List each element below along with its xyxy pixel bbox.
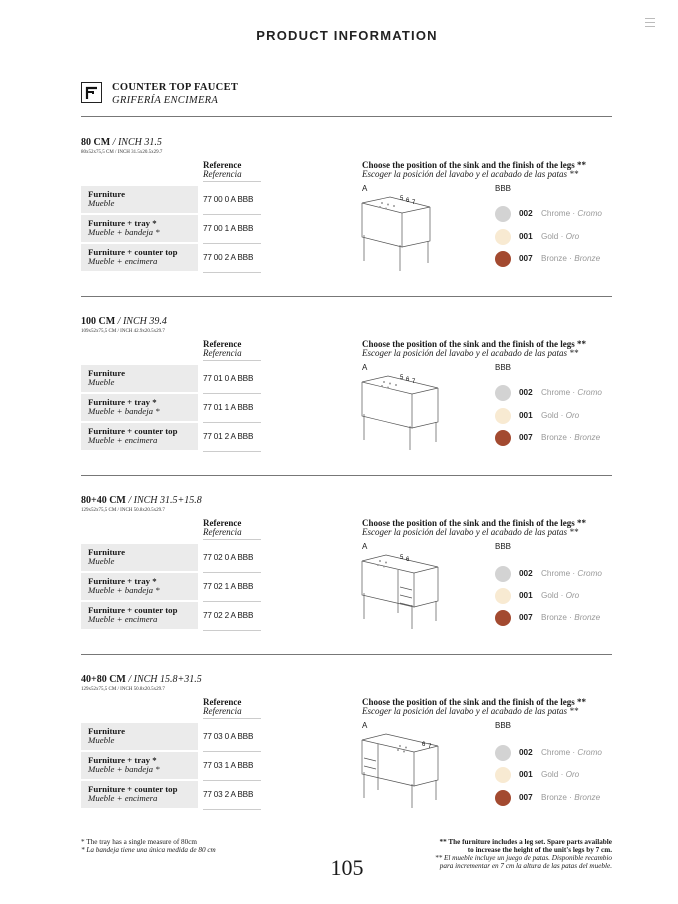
divider (203, 809, 261, 810)
section-dimensions: 109x52x75,5 CM / INCH 42.9x20.5x29.7 (81, 329, 165, 334)
variant-label: Furniture + counter top Mueble + encimera (81, 244, 198, 271)
footnote-legs: ** The furniture includes a leg set. Spare parts available to increase the height of the unit's legs by 7 cm. ** El mueble incluye un juego de patas. Disponible recambio para incrementar en 7 cm la altura de las patas del mueble. (435, 838, 612, 870)
position-label: A (362, 184, 368, 193)
divider (81, 296, 612, 297)
sketch-number: 5 (400, 196, 404, 202)
cabinet-sketch (360, 370, 450, 454)
divider (203, 272, 261, 273)
choose-instructions: Choose the position of the sink and the finish of the legs ** Escoger la posición del lavabo y el acabado de las patas ** (362, 160, 587, 179)
finish-option: 002 Chrome · Cromo (495, 566, 625, 582)
faucet-icon (81, 82, 102, 103)
reference-code: 77 02 2 A BBB (203, 611, 254, 620)
variant-label: Furniture Mueble (81, 365, 198, 392)
category-name: COUNTER TOP FAUCET (112, 82, 239, 93)
finish-label: BBB (495, 542, 512, 551)
divider (203, 539, 261, 540)
finish-option: 001 Gold · Oro (495, 588, 625, 604)
position-label: A (362, 542, 368, 551)
choose-instructions: Choose the position of the sink and the finish of the legs ** Escoger la posición del lavabo y el acabado de las patas ** (362, 518, 587, 537)
divider (203, 181, 261, 182)
finish-swatch (495, 566, 511, 582)
finish-option: 002 Chrome · Cromo (495, 206, 625, 222)
reference-code: 77 00 1 A BBB (203, 224, 254, 233)
product-section (81, 674, 612, 834)
product-section (81, 316, 612, 476)
finish-label: BBB (495, 363, 512, 372)
variant-label: Furniture + tray * Mueble + bandeja * (81, 394, 198, 421)
section-dimensions: 129x52x75,5 CM / INCH 50.8x20.5x29.7 (81, 687, 165, 692)
choose-instructions: Choose the position of the sink and the finish of the legs ** Escoger la posición del lavabo y el acabado de las patas ** (362, 697, 587, 716)
reference-code: 77 00 2 A BBB (203, 253, 254, 262)
cabinet-sketch (360, 728, 450, 812)
divider (81, 475, 612, 476)
category-name-es: GRIFERÍA ENCIMERA (112, 95, 219, 106)
variant-label: Furniture Mueble (81, 723, 198, 750)
divider (203, 718, 261, 719)
finish-option: 007 Bronze · Bronze (495, 790, 625, 806)
finish-swatch (495, 790, 511, 806)
variant-label: Furniture + counter top Mueble + encimera (81, 602, 198, 629)
finish-option: 002 Chrome · Cromo (495, 385, 625, 401)
finish-swatch (495, 206, 511, 222)
sketch-number: 5 (400, 555, 404, 561)
variant-label: Furniture + tray * Mueble + bandeja * (81, 573, 198, 600)
variant-label: Furniture + counter top Mueble + encimera (81, 423, 198, 450)
finish-option: 001 Gold · Oro (495, 229, 625, 245)
section-size: 100 CM / INCH 39.4 (81, 316, 167, 327)
choose-instructions: Choose the position of the sink and the finish of the legs ** Escoger la posición del lavabo y el acabado de las patas ** (362, 339, 587, 358)
finish-swatch (495, 745, 511, 761)
cabinet-sketch (360, 191, 450, 275)
position-label: A (362, 721, 368, 730)
sketch-number: 6 (406, 377, 410, 383)
sketch-number: 7 (412, 200, 416, 206)
reference-header: Reference Referencia (203, 339, 242, 358)
variant-label: Furniture + tray * Mueble + bandeja * (81, 215, 198, 242)
reference-header: Reference Referencia (203, 518, 242, 537)
page-number: 105 (330, 855, 364, 880)
sketch-number: 5 (400, 375, 404, 381)
section-dimensions: 80x52x75,5 CM / INCH 31.5x20.5x29.7 (81, 150, 163, 155)
finish-swatch (495, 767, 511, 783)
finish-swatch (495, 385, 511, 401)
finish-swatch (495, 430, 511, 446)
finish-option: 007 Bronze · Bronze (495, 430, 625, 446)
finish-swatch (495, 251, 511, 267)
reference-code: 77 01 0 A BBB (203, 374, 254, 383)
sketch-number: 7 (428, 744, 432, 750)
footnote-tray: * The tray has a single measure of 80cm * La bandeja tiene una única medida de 80 cm (81, 838, 216, 854)
product-section (81, 137, 612, 297)
cabinet-sketch (360, 549, 450, 633)
reference-code: 77 01 1 A BBB (203, 403, 254, 412)
finish-option: 002 Chrome · Cromo (495, 745, 625, 761)
divider (203, 630, 261, 631)
reference-code: 77 02 1 A BBB (203, 582, 254, 591)
divider (203, 451, 261, 452)
divider (81, 654, 612, 655)
product-section (81, 495, 612, 655)
reference-code: 77 03 1 A BBB (203, 761, 254, 770)
finish-swatch (495, 408, 511, 424)
finish-swatch (495, 229, 511, 245)
sketch-number: 6 (406, 198, 410, 204)
divider (203, 360, 261, 361)
page-title: PRODUCT INFORMATION (256, 28, 438, 43)
variant-label: Furniture + tray * Mueble + bandeja * (81, 752, 198, 779)
variant-label: Furniture + counter top Mueble + encimera (81, 781, 198, 808)
finish-option: 001 Gold · Oro (495, 767, 625, 783)
section-size: 80+40 CM / INCH 31.5+15.8 (81, 495, 202, 506)
variant-label: Furniture Mueble (81, 544, 198, 571)
divider (81, 116, 612, 117)
reference-header: Reference Referencia (203, 160, 242, 179)
reference-header: Reference Referencia (203, 697, 242, 716)
finish-swatch (495, 588, 511, 604)
sketch-number: 6 (406, 557, 410, 563)
sketch-number: 6 (422, 742, 426, 748)
variant-label: Furniture Mueble (81, 186, 198, 213)
finish-label: BBB (495, 184, 512, 193)
finish-swatch (495, 610, 511, 626)
section-dimensions: 129x52x75,5 CM / INCH 50.8x20.5x29.7 (81, 508, 165, 513)
finish-option: 007 Bronze · Bronze (495, 610, 625, 626)
finish-option: 001 Gold · Oro (495, 408, 625, 424)
menu-icon[interactable] (645, 18, 655, 27)
reference-code: 77 02 0 A BBB (203, 553, 254, 562)
section-size: 40+80 CM / INCH 15.8+31.5 (81, 674, 202, 685)
section-size: 80 CM / INCH 31.5 (81, 137, 162, 148)
reference-code: 77 03 0 A BBB (203, 732, 254, 741)
finish-label: BBB (495, 721, 512, 730)
finish-option: 007 Bronze · Bronze (495, 251, 625, 267)
position-label: A (362, 363, 368, 372)
reference-code: 77 01 2 A BBB (203, 432, 254, 441)
sketch-number: 7 (412, 379, 416, 385)
reference-code: 77 00 0 A BBB (203, 195, 254, 204)
reference-code: 77 03 2 A BBB (203, 790, 254, 799)
